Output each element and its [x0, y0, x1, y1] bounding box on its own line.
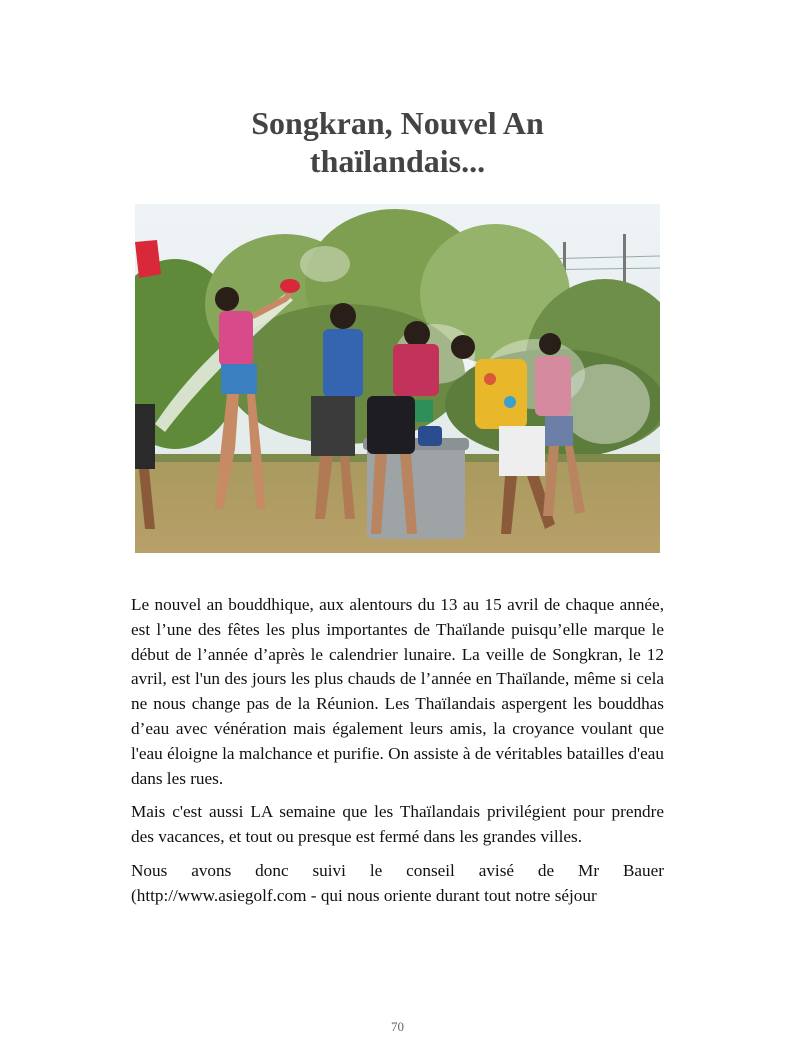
photo-illustration	[135, 204, 660, 553]
paragraph: Mais c'est aussi LA semaine que les Thaïlandais privilégient pour prendre des vacances, et tout ou presque est fermé dans les grandes villes.	[131, 802, 664, 847]
red-bucket	[135, 240, 161, 278]
title-line-1: Songkran, Nouvel An	[251, 105, 544, 141]
paragraph: Nous avons donc suivi le conseil avisé de Mr Bauer (http://www.asiegolf.com - qui nous oriente durant tout notre séjour	[131, 860, 664, 905]
body-text	[131, 593, 664, 918]
title-line-2: thaïlandais...	[309, 143, 486, 179]
songkran-photo	[135, 204, 660, 553]
paragraph: Le nouvel an bouddhique, aux alentours du 13 au 15 avril de chaque année, est l’une des fêtes les plus importantes de Thaïlande puisqu’elle marque le début de l’année d’après le calendrier lunaire. La veille de Songkran, le 12 avril, est l'un des jours les plus chauds de l’année en Thaïlande, même si cela ne nous change pas de la Réunion. Les Thaïlandais aspergent les bouddhas d’eau avec vénération mais également leurs amis, la croyance voulant que l'eau éloigne la malchance et purifie. On assiste à de véritables batailles d'eau dans les rues.	[131, 595, 664, 788]
page-title	[130, 104, 665, 180]
page-number: 70	[391, 1019, 404, 1034]
